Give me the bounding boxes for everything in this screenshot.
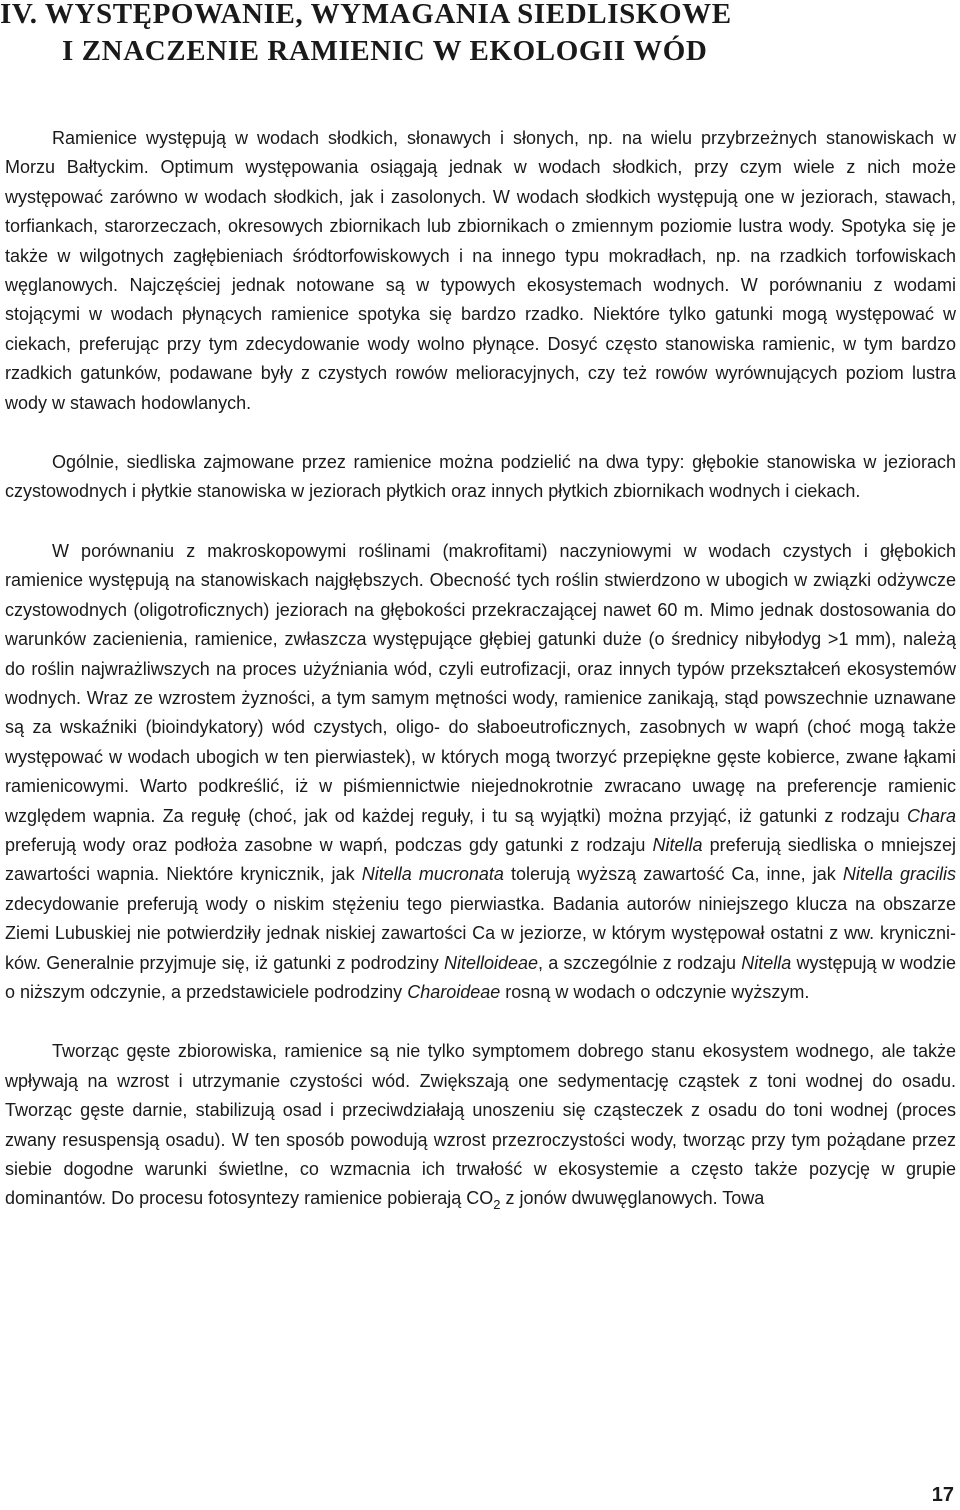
text-run: , a szczególnie z rodzaju bbox=[538, 952, 736, 973]
text-run: Tworząc gęste zbiorowiska, ramienice są nie tylko symptomem dobrego stanu ekosystem wodnego, ale także wpływają na wzrost i utrzymanie czystości wód. Zwiększają one sedymentację cząstek z toni wodnej do osadu. Tworząc gęste darnie, stabilizują osad i przeciwdziałają unoszeniu się cząsteczek z osadu do toni wodnej (proces zwany resuspensją osadu). W ten sposób powodują wzrost przezroczystości wody, tworząc przy tym pożądane przez siebie dogodne warunki świetlne, co wzmacnia ich trwałość w ekosystemie a często także pozycję w grupie dominantów. Do procesu fotosyntezy ramienice pobierają CO bbox=[5, 1041, 956, 1209]
text-run: zdecydowanie preferują wody o niskim stężeniu tego pierwiastka. Badania autorów niniejszego klucza na obszarze Ziemi Lubuskiej nie potwierdziły jednak niskiej zawartości Ca w jeziorze, w którym występował ostatni z ww. kryniczników. Generalnie przyjmuje się, iż gatunki z podrodziny bbox=[5, 893, 956, 973]
taxon-name: Nitella mucronata bbox=[361, 864, 504, 885]
chapter-heading-line-2: I ZNACZENIE RAMIENIC W EKOLOGII WÓD bbox=[62, 35, 708, 67]
taxon-name: Nitella bbox=[741, 952, 792, 973]
taxon-name: Chara bbox=[906, 805, 956, 826]
text-run: W porównaniu z makroskopowymi roślinami (makrofitami) naczyniowymi w wodach czystych i głębokich ramienice występują na stanowiskach najgłębszych. Obecność tych roślin stwierdzono w ubogich w związki odżywcze czystowodnych (oligotroficznych) jeziorach na głębokości przekraczającej nawet 60 m. Mimo jednak dostosowania do warunków zacienienia, ramienice, zwłaszcza występujące głębiej gatunki duże (o średnicy nibyłodyg >1 mm), należą do roślin najwrażliwszych na proces użyźniania wód, czyli eutrofizacji, oraz innych typów przekształceń ekosystemów wodnych. Wraz ze wzrostem żyzności, a tym samym mętności wody, ramienice zanikają, stąd powszechnie uznawane są za wskaźniki (bioindykatory) wód czystych, oligo- do słaboeutroficznych, zasobnych w wapń (choć mogą także występować w wodach ubogich w ten pierwiastek), w których mogą tworzyć przepiękne gęste kobierce, zwane łąkami ramienicowymi. Warto podkreślić, iż w piśmiennictwie niejednokrotnie zwracano uwagę na preferencje ramienic względem wapnia. Za regułę (choć, jak od każdej reguły, i tu są wyjątki) można przyjąć, iż gatunki z rodzaju bbox=[5, 540, 956, 826]
paragraph-water-clarity bbox=[5, 1037, 956, 1213]
text-run: występują w wodzie o niższym odczynie, a przedstawiciele podrodziny bbox=[5, 952, 956, 1002]
text-run: rosną w wodach o odczynie wyższym. bbox=[505, 981, 810, 1002]
paragraph-occurrence: Ramienice występują w wodach słodkich, słonawych i słonych, np. na wielu przybrzeżnych stanowiskach w Morzu Bałtyckim. Optimum występowania osiągają jednak w wodach słodkich, przy czym wiele z nich może występować zarówno w wodach słodkich, jak i zasolonych. W wodach słodkich występują one w jeziorach, stawach, torfiankach, starorzeczach, okresowych zbiornikach lub zbiornikach o zmiennym poziomie lustra wody. Spotyka się je także w wilgotnych zagłębieniach śródtorfowiskowych i na innego typu mokradłach, np. na rzadkich torfowiskach węglanowych. Najczęściej jednak notowane są w typowych ekosystemach wodnych. W porównaniu z wodami stojącymi w wodach płynących ramienice spotyka się bardzo rzadko. Niektóre tylko gatunki mogą występować w ciekach, preferując przy tym zdecydowanie wody wolno płynące. Dosyć często stanowiska ramienic, w tym bardzo rzadkich gatunków, podawane były z czystych rowów melioracyjnych, czy też rowów wyrównujących poziom lustra wody w stawach hodowlanych. bbox=[5, 128, 956, 413]
page-number: 17 bbox=[931, 1484, 954, 1506]
chapter-heading bbox=[0, 0, 960, 70]
taxon-name: Nitella bbox=[652, 834, 703, 855]
body-text bbox=[5, 124, 956, 1244]
paragraph-habitat-types: Ogólnie, siedliska zajmowane przez ramienice można podzielić na dwa typy: głębokie stanowiska w jeziorach czystowodnych i płytkie stanowiska w jeziorach płytkich oraz innych płytkich zbiornikach wodnych i ciekach. bbox=[5, 452, 956, 502]
chapter-heading-line-1: IV. WYSTĘPOWANIE, WYMAGANIA SIEDLISKOWE bbox=[0, 0, 732, 30]
taxon-name: Charoideae bbox=[407, 981, 501, 1002]
text-run: preferują wody oraz podłoża zasobne w wapń, podczas gdy gatunki z rodzaju bbox=[5, 834, 646, 855]
text-run: tolerują wyższą zawartość Ca, inne, jak bbox=[511, 864, 836, 885]
paragraph-bioindicators bbox=[5, 537, 956, 1008]
text-run: z jonów dwuwęglanowych. Towa bbox=[505, 1188, 765, 1209]
taxon-name: Nitella gracilis bbox=[842, 864, 956, 885]
text-run: preferują siedliska o mniejszej zawartości wapnia. Niektóre krynicznik, jak bbox=[5, 834, 956, 885]
taxon-name: Nitelloideae bbox=[443, 952, 539, 973]
subscript: 2 bbox=[493, 1197, 501, 1213]
